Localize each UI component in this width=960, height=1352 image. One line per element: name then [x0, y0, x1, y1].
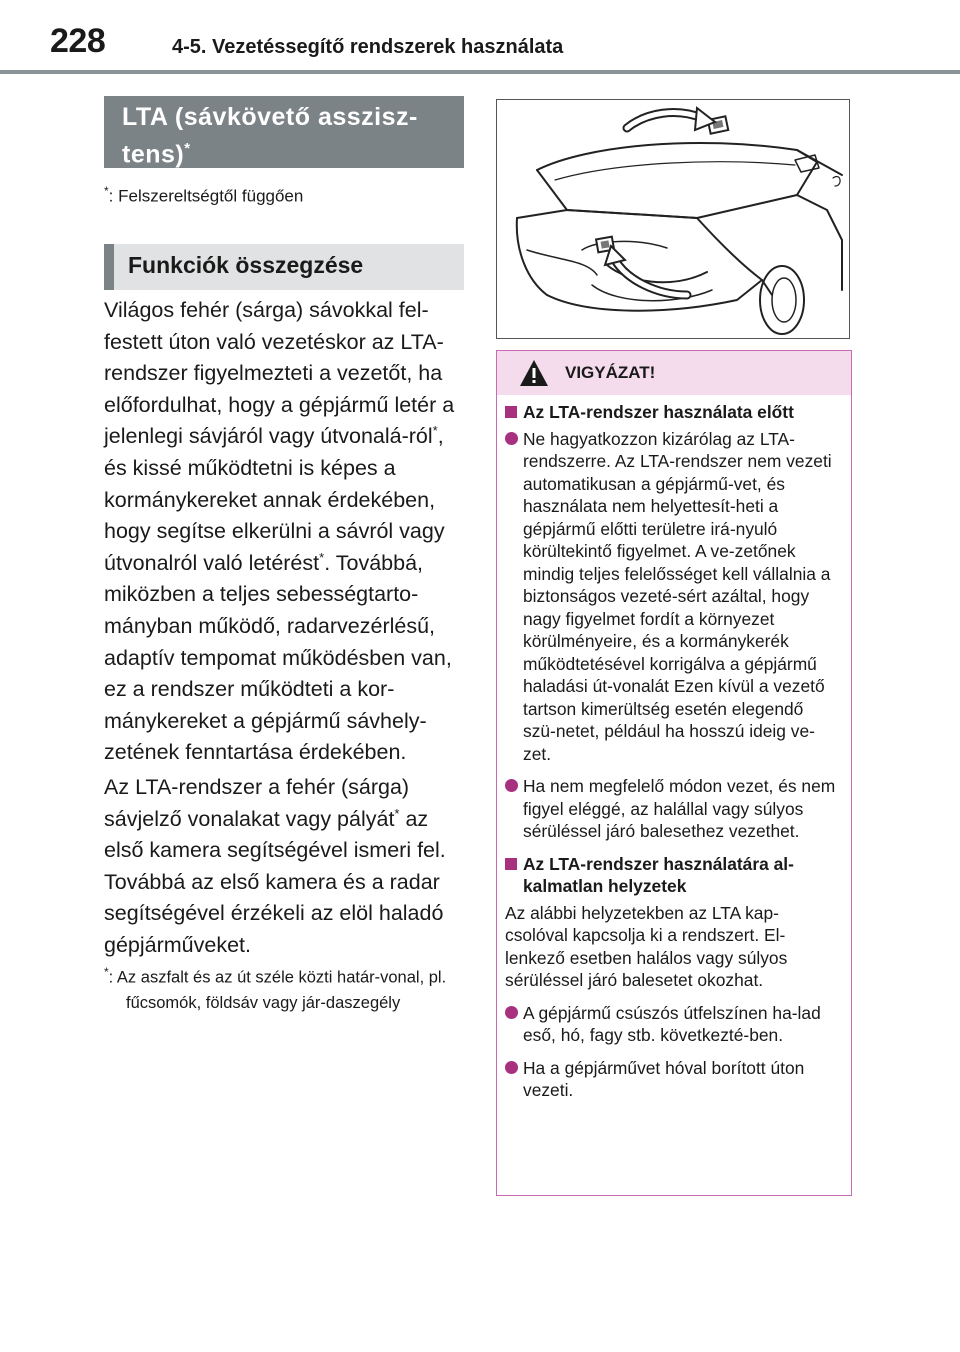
- square-bullet-icon: [505, 858, 517, 870]
- section-title-line2: tens): [122, 140, 185, 169]
- warning-paragraph: Az alábbi helyzetekben az LTA kap-csolóval kapcsolja ki a rendszert. El-lenkező esetben halálos vagy súlyos sérüléssel járó balesetet okozhat.: [505, 902, 788, 990]
- page-number: 228: [50, 22, 106, 60]
- body-p1-part3: . Továbbá, miközben a teljes sebességtarto-mányban működő, radarvezérlésű, adaptív tempomat működésben van, ez a rendszer működteti a kor-mánykereket a gépjármű sávhely-zetének fenntartása érdekében.: [104, 550, 452, 765]
- warning-bullet-4: [505, 1057, 841, 1102]
- warning-bullet4-text: Ha a gépjárművet hóval borított úton vezeti.: [523, 1057, 805, 1100]
- car-drawing: [497, 100, 849, 338]
- footnote-marker: *: [104, 184, 109, 198]
- footnote-road-edge: [104, 960, 486, 1016]
- warning-heading-before-use: [505, 401, 841, 424]
- round-bullet-icon: [505, 779, 518, 792]
- round-bullet-icon: [505, 1061, 518, 1074]
- square-bullet-icon: [505, 406, 517, 418]
- warning-heading2-text: Az LTA-rendszer használatára al-kalmatlan helyzetek: [523, 853, 794, 896]
- section-title-line1: LTA (sávkövető asszisz-: [122, 103, 418, 131]
- footnote-equipment: [104, 184, 303, 207]
- body-p1-marker2: *: [319, 549, 325, 565]
- footnote-bottom-text: : Az aszfalt és az út széle közti határ-vonal, pl. fűcsomók, földsáv vagy jár-daszegély: [108, 968, 447, 1012]
- warning-bullet2-text: Ha nem megfelelő módon vezet, és nem figyel eléggé, az halállal vagy súlyos sérüléssel járó balesethez vezethet.: [523, 776, 836, 841]
- body-paragraph-2: [104, 772, 469, 962]
- body-p1-part1: Világos fehér (sárga) sávokkal fel-festett úton való vezetéskor az LTA-rendszer figyelmezteti a vezetőt, ha előfordulhat, hogy a gépjármű letér a jelenlegi sávjáról vagy útvonalá-ról: [104, 298, 455, 449]
- chapter-title: 4-5. Vezetéssegítő rendszerek használata: [172, 36, 564, 58]
- warning-title: VIGYÁZAT!: [565, 363, 656, 382]
- body-paragraph-1: [104, 295, 469, 769]
- warning-bullet-3: [505, 1002, 841, 1047]
- warning-box: [496, 350, 852, 1196]
- footnote-bottom-marker: *: [104, 965, 109, 979]
- body-p1-part2: , és kissé működtetni is képes a kormánykereket annak érdekében, hogy segítse elkerülni a sávról vagy útvonalról való letérést: [104, 424, 445, 575]
- warning-heading1-text: Az LTA-rendszer használata előtt: [523, 402, 794, 422]
- body-p1-marker1: *: [432, 423, 438, 439]
- warning-bullet1-text: Ne hagyatkozzon kizárólag az LTA-rendszerre. Az LTA-rendszer nem vezeti automatikusan a gépjármű-vet, és használata nem helyettesít-heti a gépjármű előtti területre irá-nyuló körültekintő figyelmet. A ve-zetőnek mindig teljes felelősséget kell vállalnia a biztonságos vezeté-sért azáltal, hogy nagy figyelmet fordít a környezet körülményeire, és a kormánykerék működtetésével korrigálva a gépjármű haladási út-vonalát Ezen kívül a vezető tartson kimerültség esetén elegendő szü-netet, például ha hosszú ideig ve-zet.: [523, 428, 832, 764]
- round-bullet-icon: [505, 1006, 518, 1019]
- subsection-title: Funkciók összegzése: [104, 244, 464, 290]
- warning-bullet-2: [505, 775, 841, 843]
- warning-heading-unsuitable: [505, 853, 841, 898]
- page-header: [0, 0, 960, 78]
- body-p2-part2: az első kamera segítségével ismeri fel. Továbbá az első kamera és a radar segítségével érzékeli az elöl haladó gépjárműveket.: [104, 806, 446, 957]
- section-title: [104, 96, 464, 168]
- car-illustration: [496, 99, 850, 339]
- warning-content: [505, 401, 841, 1112]
- warning-triangle-icon: [519, 359, 549, 387]
- footnote-text: : Felszereltségtől függően: [108, 186, 304, 206]
- warning-bullet-1: [505, 428, 841, 766]
- section-title-marker: *: [184, 140, 191, 157]
- body-text: [104, 295, 469, 964]
- body-p2-marker: *: [394, 805, 400, 821]
- warning-bullet3-text: A gépjármű csúszós útfelszínen ha-lad eső, hó, fagy stb. következté-ben.: [523, 1002, 821, 1045]
- round-bullet-icon: [505, 432, 518, 445]
- body-p2-part1: Az LTA-rendszer a fehér (sárga) sávjelző vonalakat vagy pályát: [104, 774, 410, 831]
- header-rule: [0, 70, 960, 74]
- warning-header: [497, 351, 851, 395]
